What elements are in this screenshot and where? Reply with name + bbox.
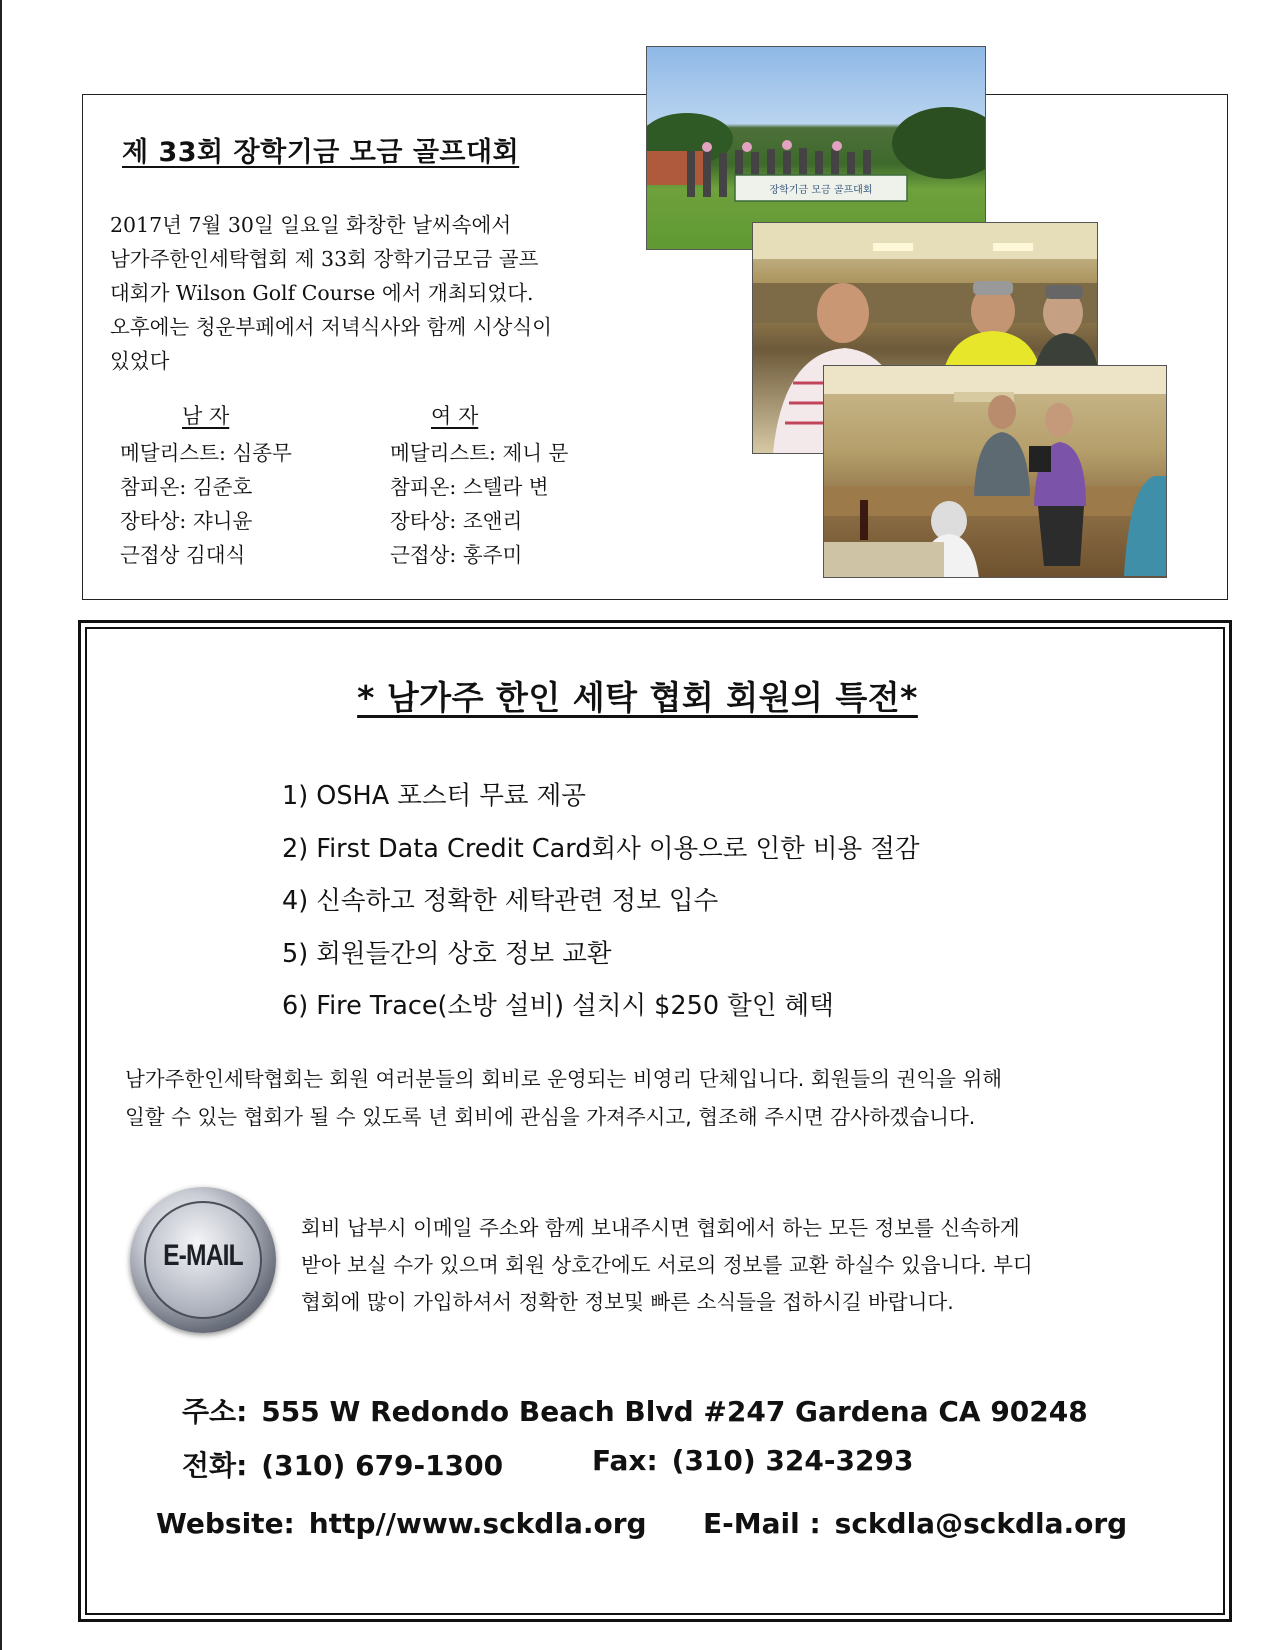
email-label: E-Mail : [703, 1507, 821, 1540]
men-winner-item: 참피온: 김준호 [120, 475, 253, 499]
benefits-paragraph-line: 남가주한인세탁협회는 회원 여러분들의 회비로 운영되는 비영리 단체입니다. 회원들의 권익을 위해 [125, 1067, 1003, 1091]
email-link[interactable]: sckdla@sckdla.org [834, 1507, 1128, 1540]
group-photo-art [647, 47, 986, 250]
men-winners-list [120, 436, 292, 572]
email-paragraph [301, 1210, 1181, 1321]
golf-body-line: 남가주한인세탁협회 제 33회 장학기금모금 골프 [110, 247, 539, 271]
men-winner-item: 근접상 김대식 [120, 543, 246, 567]
phone-label: 전화: [182, 1449, 248, 1482]
benefits-list [282, 770, 920, 1033]
golf-article-title: 제 33회 장학기금 모금 골프대회 [122, 137, 520, 168]
fax-line [592, 1444, 913, 1477]
fax-value: (310) 324-3293 [671, 1444, 914, 1477]
address-line [182, 1390, 1088, 1430]
golf-body-line: 오후에는 청운부페에서 저녁식사와 함께 시상식이 [110, 315, 552, 339]
men-winner-item: 메달리스트: 심종무 [120, 441, 292, 465]
website-link[interactable]: http//www.sckdla.org [308, 1507, 647, 1540]
phone-line [182, 1444, 503, 1484]
benefit-item: 6) Fire Trace(소방 설비) 설치시 $250 할인 혜택 [282, 991, 834, 1021]
dinner-photo-2-art [824, 366, 1167, 578]
golf-article-body [110, 208, 630, 378]
benefit-item: 4) 신속하고 정확한 세탁관련 정보 입수 [282, 886, 719, 916]
email-paragraph-line: 받아 보실 수가 있으며 회원 상호간에도 서로의 정보를 교환 하실수 있읍니다. 부디 [301, 1253, 1033, 1277]
page-left-rule [0, 0, 2, 1650]
email-line [703, 1507, 1127, 1540]
women-winner-item: 메달리스트: 제니 문 [390, 441, 569, 465]
address-value: 555 W Redondo Beach Blvd #247 Gardena CA 90248 [261, 1395, 1088, 1428]
website-line [156, 1507, 647, 1540]
golf-body-line: 대회가 Wilson Golf Course 에서 개최되었다. [110, 281, 534, 305]
group-photo-banner: 장학기금 모금 골프대회 [769, 185, 873, 196]
men-winner-item: 장타상: 쟈니윤 [120, 509, 253, 533]
benefit-item: 5) 회원들간의 상호 정보 교환 [282, 938, 612, 969]
group-photo [646, 46, 986, 250]
women-heading: 여 자 [431, 404, 479, 428]
golf-body-line: 있었다 [110, 349, 170, 373]
email-badge-label: E-MAIL [163, 1239, 243, 1272]
women-winner-item: 장타상: 조앤리 [390, 509, 523, 533]
address-label: 주소: [182, 1395, 248, 1428]
benefit-item: 1) OSHA 포스터 무료 제공 [282, 781, 586, 811]
fax-label: Fax: [592, 1444, 658, 1477]
benefit-item: 2) First Data Credit Card회사 이용으로 인한 비용 절감 [282, 833, 920, 864]
phone-value: (310) 679-1300 [261, 1449, 504, 1482]
men-heading: 남 자 [182, 404, 230, 428]
women-winner-item: 근접상: 홍주미 [390, 543, 523, 567]
email-paragraph-line: 회비 납부시 이메일 주소와 함께 보내주시면 협회에서 하는 모든 정보를 신속하게 [301, 1216, 1020, 1240]
women-winner-item: 참피온: 스텔라 변 [390, 475, 549, 499]
benefits-title: * 남가주 한인 세탁 협회 회원의 특전* [357, 678, 918, 717]
email-paragraph-line: 협회에 많이 가입하셔서 정확한 정보및 빠른 소식들을 접하시길 바랍니다. [301, 1290, 954, 1314]
benefits-paragraph [125, 1060, 1180, 1136]
golf-body-line: 2017년 7월 30일 일요일 화창한 날씨속에서 [110, 213, 512, 237]
dinner-photo-2 [823, 365, 1167, 578]
website-label: Website: [156, 1507, 295, 1540]
women-winners-list [390, 436, 568, 572]
email-badge-icon [130, 1187, 276, 1333]
benefits-paragraph-line: 일할 수 있는 협회가 될 수 있도록 년 회비에 관심을 가져주시고, 협조해 주시면 감사하겠습니다. [125, 1105, 976, 1129]
